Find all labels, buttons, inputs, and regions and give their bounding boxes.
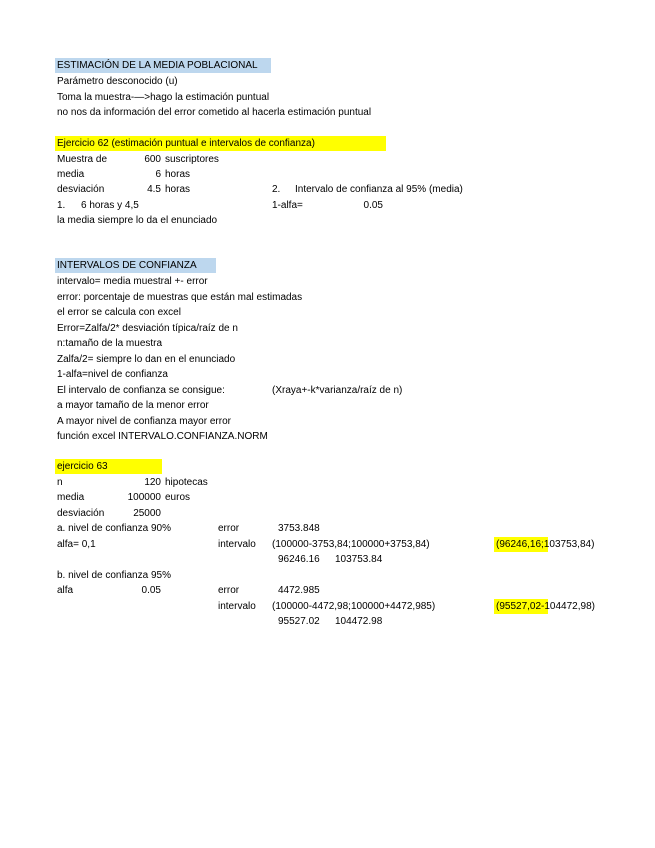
text-line: el error se calcula con excel <box>57 307 181 318</box>
section-heading: INTERVALOS DE CONFIANZA <box>57 260 197 271</box>
cell-value: 600 <box>144 154 161 165</box>
cell-value: 4.5 <box>147 184 161 195</box>
cell-value: 104472.98 <box>335 616 383 627</box>
cell-value: 25000 <box>133 508 161 519</box>
cell-value: 103753.84 <box>335 554 383 565</box>
cell-label: alfa <box>57 585 74 596</box>
cell-label: media <box>57 169 85 180</box>
list-text: Intervalo de confianza al 95% (media) <box>295 184 463 195</box>
cell-value: 95527.02 <box>278 616 320 627</box>
text-line: Error=Zalfa/2* desviación típica/raíz de n <box>57 323 238 334</box>
formula-text: (100000-4472,98;100000+4472,985) <box>272 601 436 612</box>
list-text: 6 horas y 4,5 <box>81 200 139 211</box>
text-line: A mayor nivel de confianza mayor error <box>57 416 231 427</box>
cell-unit: horas <box>165 184 191 195</box>
exercise-heading: Ejercicio 62 (estimación puntual e intervalos de confianza) <box>57 138 315 149</box>
text-line: 1-alfa=nivel de confianza <box>57 369 168 380</box>
cell-value: 120 <box>144 477 161 488</box>
list-number: 2. <box>272 184 281 195</box>
cell-unit: euros <box>165 492 191 503</box>
text-line: la media siempre lo da el enunciado <box>57 215 218 226</box>
cell-unit: horas <box>165 169 191 180</box>
cell-label: error <box>218 585 240 596</box>
cell-unit: suscriptores <box>165 154 219 165</box>
cell-value: 6 <box>155 169 161 180</box>
cell-value: 3753.848 <box>278 523 320 534</box>
result-value: (95527,02-104472,98) <box>496 601 595 612</box>
formula-text: (Xraya+-k*varianza/raíz de n) <box>272 385 403 396</box>
text-line: error: porcentaje de muestras que están mal estimadas <box>57 292 303 303</box>
cell-label: Muestra de <box>57 154 108 165</box>
cell-label: error <box>218 523 240 534</box>
exercise-heading: ejercicio 63 <box>57 461 108 472</box>
text-line: intervalo= media muestral +- error <box>57 276 208 287</box>
cell-value: 4472.985 <box>278 585 320 596</box>
cell-label: n <box>57 477 63 488</box>
text-line: El intervalo de confianza se consigue: <box>57 385 225 396</box>
cell-value: 100000 <box>127 492 161 503</box>
cell-unit: hipotecas <box>165 477 208 488</box>
text-line: función excel INTERVALO.CONFIANZA.NORM <box>57 431 268 442</box>
cell-label: intervalo <box>218 601 256 612</box>
cell-label: desviación <box>57 508 105 519</box>
cell-label: alfa= 0,1 <box>57 539 96 550</box>
section-heading: ESTIMACIÓN DE LA MEDIA POBLACIONAL <box>57 60 258 71</box>
cell-value: 0.05 <box>141 585 161 596</box>
text-line: Parámetro desconocido (u) <box>57 76 178 87</box>
list-number: 1. <box>57 200 66 211</box>
text-line: n:tamaño de la muestra <box>57 338 163 349</box>
cell-label: 1-alfa= <box>272 200 303 211</box>
result-value: (96246,16;103753,84) <box>496 539 595 550</box>
cell-label: desviación <box>57 184 105 195</box>
cell-value: 0.05 <box>363 200 383 211</box>
cell-value: 96246.16 <box>278 554 320 565</box>
result-cell <box>494 537 595 552</box>
formula-text: (100000-3753,84;100000+3753,84) <box>272 539 430 550</box>
text-line: no nos da información del error cometido al hacerla estimación puntual <box>57 107 372 118</box>
part-title: a. nivel de confianza 90% <box>57 523 171 534</box>
text-line: a mayor tamaño de la menor error <box>57 400 209 411</box>
cell-label: intervalo <box>218 539 256 550</box>
text-line: Zalfa/2= siempre lo dan en el enunciado <box>57 354 236 365</box>
cell-label: media <box>57 492 85 503</box>
result-cell <box>494 599 595 614</box>
text-line: Toma la muestra-—>hago la estimación puntual <box>57 92 270 103</box>
part-title: b. nivel de confianza 95% <box>57 570 171 581</box>
